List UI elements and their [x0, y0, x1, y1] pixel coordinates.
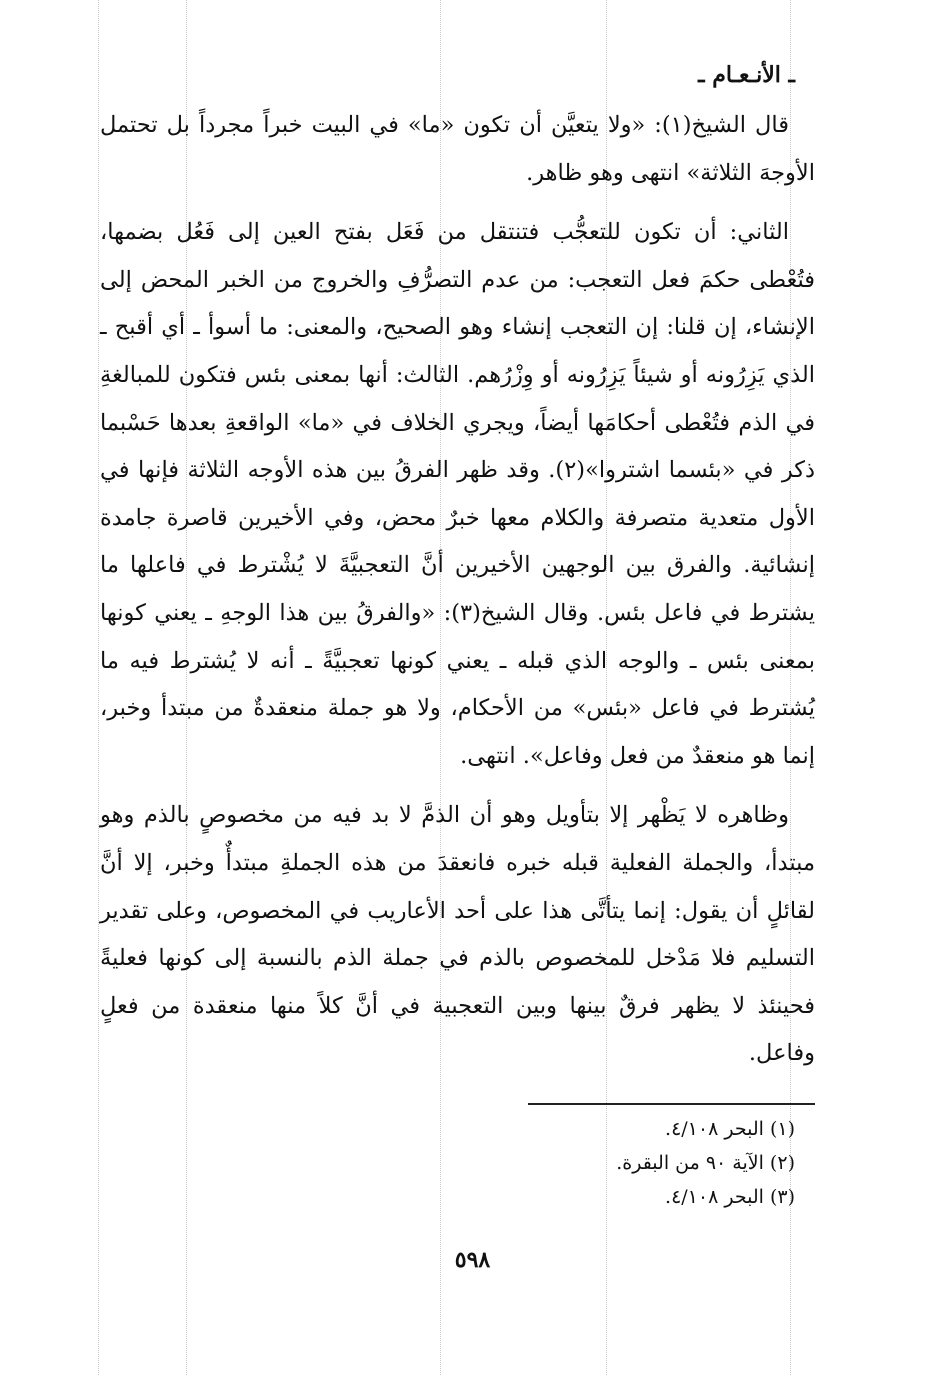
footnote-separator: [528, 1103, 815, 1105]
main-text: [100, 102, 815, 1078]
footnotes: [495, 1112, 795, 1214]
paragraph: الثاني: أن تكون للتعجُّب فتنتقل من فَعَل بفتح العين إلى فَعُل بضمها، فتُعْطى حكمَ فعل التعجب: من عدم التصرُّفِ والخروج من الخبر المحض إلى الإنشاء، إن قلنا: إن التعجب إنشاء وهو الصحيح، والمعنى: ما أسوأ ـ أي أقبح ـ الذي يَزِرُونه أو شيئاً يَزِرُونه أو وِزْرُهم. الثالث: أنها بمعنى بئس فتكون للمبالغةِ في الذم فتُعْطى أحكامَها أيضاً، ويجري الخلاف في «ما» الواقعةِ بعدها حَسْبما ذكر في «بئسما اشتروا»(٢). وقد ظهر الفرقُ بين هذه الأوجه الثلاثة فإنها في الأول متعدية متصرفة والكلام معها خبرٌ محض، وفي الأخيرين قاصرة جامدة إنشائية. والفرق بين الوجهين الأخيرين أنَّ التعجبيَّةَ لا يُشْترط في فاعلها ما يشترط في فاعل بئس. وقال الشيخ(٣): «والفرقُ بين هذا الوجهِ ـ يعني كونها بمعنى بئس ـ والوجه الذي قبله ـ يعني كونها تعجبيَّةً ـ أنه لا يُشترط فيه ما يُشترط في فاعل «بئس» من الأحكام، ولا هو جملة منعقدةٌ من مبتدأ وخبر، إنما هو منعقدٌ من فعل وفاعل». انتهى.: [100, 219, 815, 769]
footnote: (٣) البحر ٤/١٠٨.: [665, 1186, 795, 1208]
paragraph: قال الشيخ(١): «ولا يتعيَّن أن تكون «ما» في البيت خبراً مجرداً بل تحتمل الأوجهَ الثلاثة» انتهى وهو ظاهر.: [100, 112, 815, 186]
running-header: ـ الأنـعـام ـ: [698, 62, 795, 88]
footnote: (٢) الآية ٩٠ من البقرة.: [616, 1152, 795, 1174]
paragraph: وظاهره لا يَظْهر إلا بتأويل وهو أن الذمَّ لا بد فيه من مخصوصٍ بالذم وهو مبتدأ، والجملة الفعلية قبله خبره فانعقدَ من هذه الجملةِ مبتدأٌ وخبر، إلا أنَّ لقائلٍ أن يقول: إنما يتأتَّى هذا على أحد الأعاريب في المخصوص، وعلى تقدير التسليم فلا مَدْخل للمخصوص بالذم في جملة الذم بالنسبة إلى كونها فعليةً فحينئذ لا يظهر فرقٌ بينها وبين التعجبية في أنَّ كلاً منها منعقدة من فعلٍ وفاعل.: [100, 802, 815, 1067]
scan-line: [98, 0, 99, 1375]
footnote: (١) البحر ٤/١٠٨.: [665, 1118, 795, 1140]
page-number: ٥٩٨: [454, 1247, 491, 1273]
